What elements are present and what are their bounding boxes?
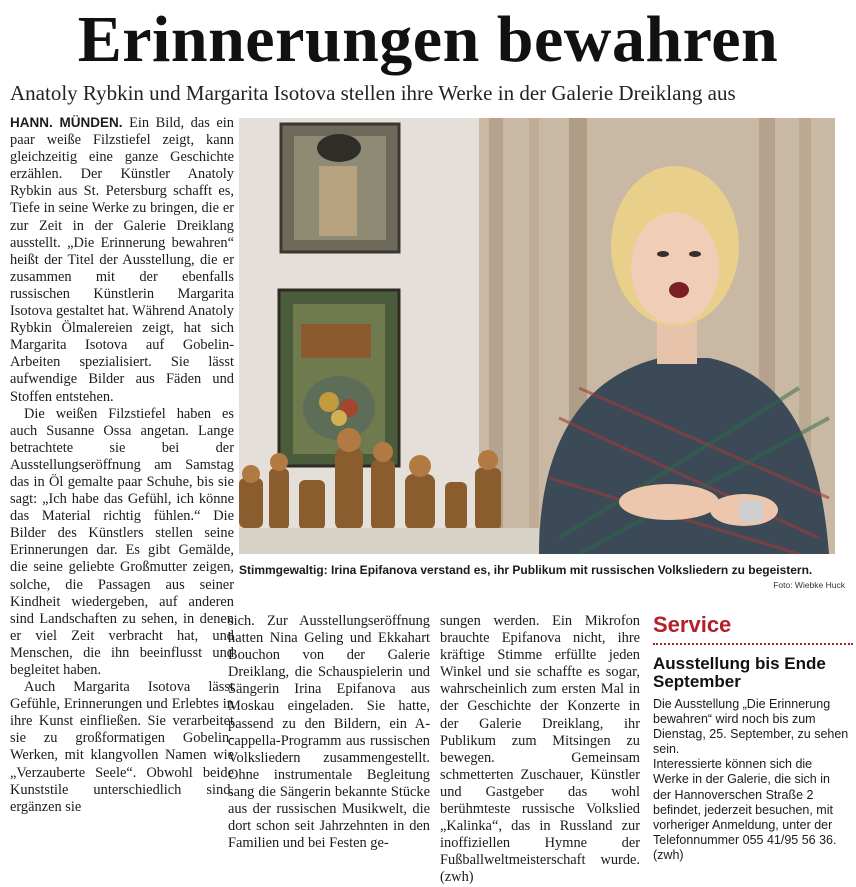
subtitle: Anatoly Rybkin und Margarita Isotova stellen ihre Werke in der Galerie Dreiklang aus: [10, 81, 736, 105]
singer-photo-illustration: [239, 118, 835, 554]
article-column-3: [440, 613, 640, 887]
service-paragraph: Die Ausstellung „Die Erinnerung bewahren“ wird noch bis zum Dienstag, 25. September, zu sehen sein.: [653, 697, 849, 757]
service-heading: Ausstellung bis Ende September: [653, 654, 826, 691]
article-paragraph: Die weißen Filzstiefel haben es auch Susanne Ossa angetan. Lange betrachtete sie bei der Ausstellungseröffnung am Samstag das in Öl gemalte paar Schuhe, bis sie sagt: „Ich habe das Gefühl, ich könne das Material richtig fühlen.“ Die Bilder des Künstlers stellen seine Erinnerungen dar. Es gibt Gemälde, die seine geliebte Großmutter zeigen, solche, die Passagen aus seiner Kindheit wiedergeben, auf anderen sind Landschaften zu sehen, in denen er viel Zeit verbracht hat, und Menschen, die ihn beeinflusst und begleitet haben.: [10, 405, 234, 678]
article-column-2: [228, 613, 430, 852]
article-paragraph: Auch Margarita Isotova lässt Gefühle, Erinnerungen und Erlebtes in ihre Kunst einfließen. Sie verarbeitet sie zu großformatigen Gobelin-Werken, mit klangvollen Namen wie „Verzauberte Seele“. Obwohl beide Kunststile unterschiedlich sind, ergänzen sie: [10, 679, 234, 815]
photo-credit: Foto: Wiebke Huck: [773, 580, 845, 590]
article-photo: [239, 118, 835, 554]
article-paragraph: [10, 114, 234, 406]
headline: Erinnerungen bewahren: [77, 3, 779, 76]
service-divider: [653, 643, 853, 645]
service-box: [653, 697, 851, 863]
article-text: Ein Bild, das ein paar weiße Filzstiefel zeigt, kann gleichzeitig eine ganze Geschichte erzählen. Der Künstler Anatoly Rybkin aus St. Petersburg schafft es, Tiefe in seine Werke zu bringen, die er zur Zeit in der Galerie Dreiklang ausstellt. „Die Erinnerung bewahren“ heißt der Titel der Ausstellung, die er zusammen mit der ebenfalls russischen Künstlerin Margarita Isotova gestaltet hat. Während Anatoly Rybkin Ölmalereien zeigt, hat sich Margarita Isotova auf Gobelin-Arbeiten spezialisiert. Sie lässt aufwendige Bilder aus Fäden und Stoffen entstehen.: [10, 115, 234, 405]
service-label: Service: [653, 612, 732, 637]
article-paragraph: sungen werden. Ein Mikrofon brauchte Epifanova nicht, ihre kräftige Stimme erfüllte jeden Winkel und sie schaffte es sogar, wahrscheinlich zum ersten Mal in der Geschichte der Konzerte in der Galerie Dreiklang, ihr Publikum zum Mitsingen zu bewegen. Gemeinsam schmetterten Zuschauer, Künstler und Gastgeber das wohl berühmteste russische Volkslied „Kalinka“, das in Russland zur inoffiziellen Hymne der Fußballweltmeisterschaft wurde. (zwh): [440, 613, 640, 886]
service-paragraph: Interessierte können sich die Werke in der Galerie, die sich in der Hannoverschen Straße 2 befindet, jederzeit besuchen, mit vorheriger Anmeldung, unter der Telefonnummer 055 41/95 56 36. (zwh): [653, 757, 837, 862]
article-paragraph: sich. Zur Ausstellungseröffnung hatten Nina Geling und Ekkahart Bouchon von der Galerie Dreiklang, die Schauspielerin und Sängerin Irina Epifanova aus Moskau eingeladen. Sie hatte, passend zu den Bildern, ein A-cappella-Programm aus russischen Volksliedern zusammengestellt. Ohne instrumentale Begleitung sang die Sängerin bekannte Stücke aus der russischen Musikwelt, die dort schon seit Jahrzehnten in den Familien und bei Festen ge-: [228, 613, 430, 852]
article-column-1: [10, 114, 234, 816]
dateline: HANN. MÜNDEN.: [10, 115, 123, 130]
photo-caption: Stimmgewaltig: Irina Epifanova verstand es, ihr Publikum mit russischen Volksliedern zu begeistern.: [239, 563, 813, 577]
